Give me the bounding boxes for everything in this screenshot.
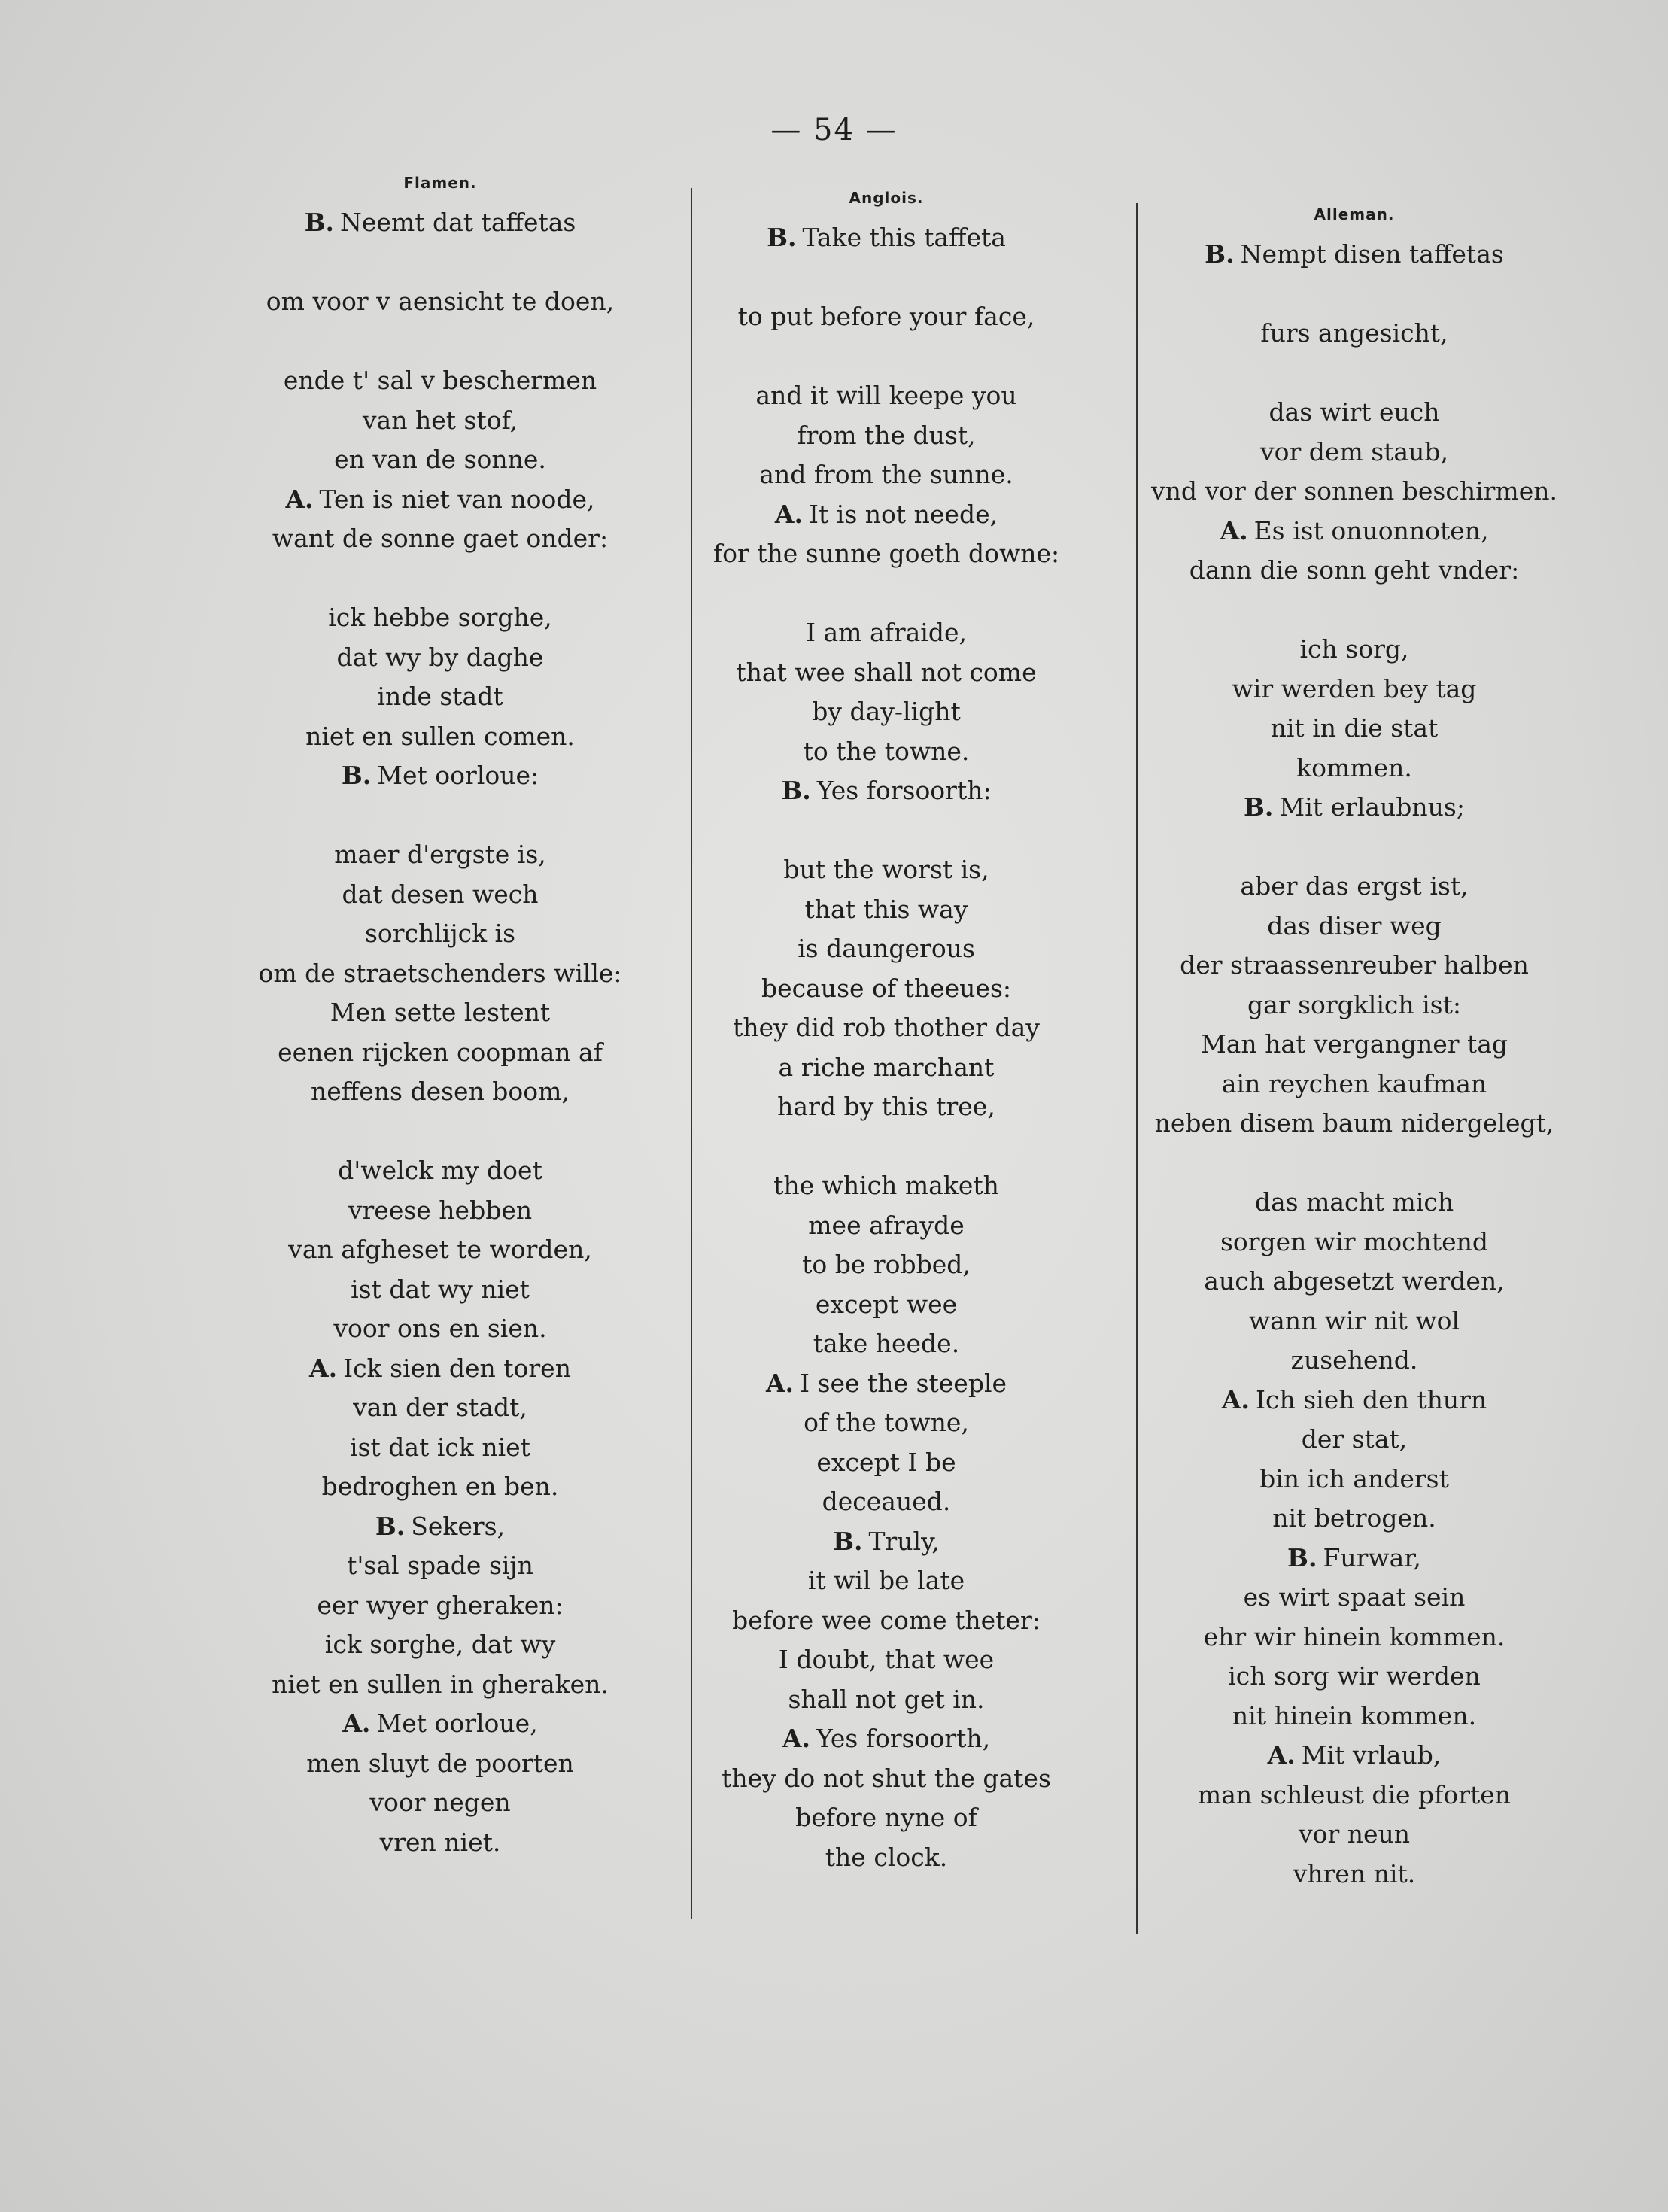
page-number: — 54 —	[770, 113, 898, 147]
text-line	[668, 653, 1104, 693]
text-line	[1129, 1104, 1580, 1144]
text-line	[1129, 1223, 1580, 1262]
text-line	[226, 1191, 655, 1231]
speaker-label: B.	[781, 776, 811, 805]
speaker-label: B.	[341, 761, 372, 790]
text-line	[1129, 1855, 1580, 1894]
speaker-label: A.	[1221, 1384, 1250, 1414]
text-line	[1129, 1697, 1580, 1736]
line-text: kommen.	[1296, 752, 1412, 782]
text-line	[226, 875, 655, 915]
text-line	[1129, 907, 1580, 946]
line-text: Truly,	[868, 1526, 940, 1556]
line-text: I am afraide,	[805, 618, 968, 647]
speaker-label: B.	[375, 1511, 406, 1541]
text-line	[668, 692, 1104, 732]
speaker-label: A.	[774, 499, 803, 529]
line-text: Man hat vergangner tag	[1200, 1029, 1508, 1059]
line-gap	[668, 811, 1104, 851]
text-line	[1129, 630, 1580, 670]
speaker-label: A.	[309, 1353, 338, 1383]
line-text: vreese hebben	[348, 1195, 533, 1225]
column-text	[1129, 235, 1580, 1894]
line-gap	[668, 337, 1104, 377]
text-line	[226, 519, 655, 559]
line-text: before nyne of	[795, 1803, 977, 1832]
line-text: t'sal spade sijn	[347, 1551, 533, 1580]
text-line	[668, 1245, 1104, 1285]
line-gap	[668, 258, 1104, 298]
line-gap	[1129, 354, 1580, 393]
text-line	[1129, 1341, 1580, 1381]
line-text: the which maketh	[773, 1171, 999, 1200]
line-text: ick sorghe, dat wy	[324, 1630, 556, 1659]
line-text: Mit vrlaub,	[1301, 1740, 1442, 1770]
text-line	[226, 1625, 655, 1665]
text-line	[1129, 1578, 1580, 1618]
line-text: Nempt disen taffetas	[1240, 239, 1504, 269]
text-line	[668, 771, 1104, 811]
line-text: om voor v aensicht te doen,	[266, 287, 615, 316]
line-text: ick hebbe sorghe,	[328, 603, 552, 632]
text-line	[668, 1759, 1104, 1799]
line-text: ist dat ick niet	[350, 1432, 530, 1462]
line-text: wann wir nit wol	[1248, 1305, 1460, 1335]
text-line	[1129, 1302, 1580, 1341]
line-text: Mit erlaubnus;	[1279, 792, 1465, 822]
text-line	[226, 1665, 655, 1705]
line-text: they do not shut the gates	[722, 1763, 1051, 1793]
text-line	[1129, 1065, 1580, 1104]
line-text: a riche marchant	[778, 1052, 995, 1082]
line-text: d'welck my doet	[338, 1156, 542, 1185]
line-text: take heede.	[813, 1329, 960, 1358]
line-text: Neemt dat taffetas	[340, 208, 576, 237]
text-line	[226, 598, 655, 638]
line-text: van der stadt,	[353, 1393, 527, 1422]
text-line	[1129, 1420, 1580, 1460]
text-line	[1129, 1262, 1580, 1302]
text-line	[1129, 1460, 1580, 1499]
line-text: vren niet.	[379, 1827, 501, 1857]
text-line	[226, 1507, 655, 1547]
line-text: the clock.	[825, 1842, 948, 1872]
line-gap	[668, 574, 1104, 614]
line-text: Ick sien den toren	[343, 1353, 571, 1383]
line-gap	[1129, 1144, 1580, 1183]
line-text: furs angesicht,	[1260, 318, 1448, 348]
line-text: das wirt euch	[1268, 397, 1440, 427]
speaker-label: A.	[285, 484, 314, 514]
line-text: Yes forsoorth,	[816, 1724, 991, 1753]
text-line	[1129, 1776, 1580, 1815]
column-german	[1129, 203, 1580, 1894]
text-line	[1129, 986, 1580, 1025]
text-line	[668, 416, 1104, 456]
text-line	[226, 1428, 655, 1468]
line-text: they did rob thother day	[733, 1013, 1040, 1042]
line-text: to be robbed,	[802, 1250, 971, 1279]
line-text: sorgen wir mochtend	[1220, 1226, 1489, 1256]
text-line	[1129, 709, 1580, 749]
text-line	[226, 914, 655, 954]
text-line	[226, 1586, 655, 1626]
text-line	[1129, 946, 1580, 986]
line-text: nit betrogen.	[1272, 1503, 1436, 1533]
line-text: sorchlijck is	[364, 919, 516, 948]
line-text: nit in die stat	[1270, 713, 1439, 743]
speaker-label: A.	[765, 1368, 795, 1398]
line-text: gar sorgklich ist:	[1247, 989, 1461, 1019]
line-text: der stat,	[1301, 1424, 1408, 1454]
text-line	[668, 1364, 1104, 1404]
text-line	[668, 1482, 1104, 1522]
text-line	[668, 1838, 1104, 1878]
text-line	[226, 203, 655, 243]
text-line	[1129, 1736, 1580, 1776]
line-text: of the towne,	[804, 1408, 969, 1437]
text-line	[1129, 1381, 1580, 1420]
line-text: vor neun	[1298, 1819, 1411, 1849]
line-text: by day-light	[812, 697, 961, 726]
text-line	[226, 440, 655, 480]
line-text: es wirt spaat sein	[1243, 1582, 1466, 1612]
line-gap	[226, 1112, 655, 1152]
line-text: Take this taffeta	[802, 223, 1006, 252]
speaker-label: B.	[304, 208, 335, 237]
text-line	[668, 890, 1104, 930]
text-line	[226, 480, 655, 520]
line-text: van het stof,	[362, 405, 518, 435]
text-line	[668, 455, 1104, 495]
line-text: neben disem baum nidergelegt,	[1154, 1108, 1554, 1138]
text-line	[1129, 1657, 1580, 1697]
text-line	[668, 1798, 1104, 1838]
line-text: ich sorg,	[1299, 634, 1409, 664]
line-text: bin ich anderst	[1259, 1463, 1449, 1493]
line-text: except wee	[815, 1289, 958, 1319]
line-text: inde stadt	[377, 682, 503, 711]
line-text: der straassenreuber halben	[1180, 950, 1529, 980]
text-line	[668, 1719, 1104, 1759]
text-line	[668, 1166, 1104, 1206]
line-text: zusehend.	[1290, 1345, 1418, 1375]
line-text: Men sette lestent	[330, 998, 551, 1027]
line-text: vnd vor der sonnen beschirmen.	[1150, 476, 1557, 506]
line-text: before wee come theter:	[732, 1605, 1041, 1635]
text-line	[1129, 1815, 1580, 1855]
line-text: ende t' sal v beschermen	[283, 366, 597, 395]
line-text: voor ons en sien.	[333, 1314, 547, 1343]
text-line	[668, 929, 1104, 969]
text-line	[226, 638, 655, 678]
line-text: eer wyer gheraken:	[317, 1590, 564, 1620]
text-line	[226, 401, 655, 441]
line-text: except I be	[816, 1447, 956, 1477]
line-text: van afgheset te worden,	[288, 1235, 592, 1264]
line-text: I doubt, that wee	[778, 1645, 995, 1674]
line-text: aber das ergst ist,	[1240, 871, 1469, 901]
column-heading: Alleman.	[1314, 205, 1395, 223]
text-line	[226, 361, 655, 401]
speaker-label: A.	[1267, 1740, 1296, 1770]
text-line	[1129, 749, 1580, 788]
speaker-label: B.	[767, 223, 797, 252]
text-line	[1129, 235, 1580, 275]
line-text: auch abgesetzt werden,	[1204, 1266, 1505, 1296]
speaker-label: B.	[1244, 792, 1274, 822]
line-text: it wil be late	[807, 1566, 965, 1595]
text-line	[226, 756, 655, 796]
line-gap	[226, 322, 655, 362]
line-text: ich sorg wir werden	[1228, 1661, 1481, 1691]
line-text: vhren nit.	[1293, 1858, 1416, 1888]
line-gap	[226, 796, 655, 836]
text-line	[668, 613, 1104, 653]
line-text: but the worst is,	[783, 855, 989, 884]
line-text: om de straetschenders wille:	[258, 958, 622, 988]
line-gap	[226, 243, 655, 283]
text-line	[668, 376, 1104, 416]
column-heading: Anglois.	[849, 189, 924, 207]
text-line	[1129, 788, 1580, 828]
line-text: that wee shall not come	[736, 657, 1037, 687]
text-line	[668, 1285, 1104, 1325]
line-gap	[1129, 828, 1580, 867]
line-text: niet en sullen in gheraken.	[272, 1669, 609, 1699]
line-text: for the sunne goeth downe:	[712, 539, 1060, 568]
text-line	[1129, 433, 1580, 472]
text-line	[1129, 1499, 1580, 1539]
text-line	[226, 1270, 655, 1310]
text-line	[668, 1206, 1104, 1246]
line-text: dann die sonn geht vnder:	[1189, 555, 1520, 585]
text-line	[226, 1388, 655, 1428]
line-gap	[668, 1127, 1104, 1167]
line-text: Sekers,	[411, 1511, 506, 1541]
text-line	[226, 1704, 655, 1744]
line-text: dat wy by daghe	[336, 642, 544, 672]
text-line	[668, 1522, 1104, 1562]
text-line	[668, 732, 1104, 772]
text-line	[1129, 472, 1580, 512]
text-line	[226, 1230, 655, 1270]
text-line	[226, 282, 655, 322]
text-line	[668, 1403, 1104, 1443]
line-text: to the towne.	[803, 736, 970, 766]
text-line	[226, 1744, 655, 1784]
speaker-label: B.	[1287, 1542, 1317, 1572]
line-text: deceaued.	[822, 1487, 951, 1516]
line-gap	[1129, 275, 1580, 314]
line-text: nit hinein kommen.	[1232, 1700, 1477, 1730]
text-line	[226, 1349, 655, 1389]
text-line	[668, 218, 1104, 258]
line-text: Yes forsoorth:	[816, 776, 992, 805]
line-text: Es ist onuonnoten,	[1253, 515, 1489, 545]
line-text: Met oorloue,	[376, 1709, 538, 1738]
line-text: Ich sieh den thurn	[1255, 1384, 1487, 1414]
text-line	[226, 1072, 655, 1112]
text-line	[226, 677, 655, 717]
text-line	[1129, 867, 1580, 907]
column-text	[226, 203, 655, 1862]
text-line	[668, 1680, 1104, 1720]
line-text: das macht mich	[1254, 1187, 1454, 1217]
text-line	[226, 1783, 655, 1823]
text-line	[668, 1087, 1104, 1127]
text-line	[668, 1601, 1104, 1641]
line-text: from the dust,	[797, 420, 976, 450]
text-line	[1129, 1618, 1580, 1657]
column-text	[668, 218, 1104, 1877]
line-text: dat desen wech	[342, 879, 539, 909]
text-line	[1129, 1183, 1580, 1223]
line-text: neffens desen boom,	[311, 1077, 570, 1106]
line-text: bedroghen en ben.	[321, 1472, 559, 1501]
line-text: voor negen	[369, 1788, 511, 1817]
line-text: en van de sonne.	[334, 445, 546, 474]
text-line	[226, 835, 655, 875]
line-text: is daungerous	[798, 934, 975, 963]
line-text: because of theeues:	[761, 973, 1011, 1003]
line-text: maer d'ergste is,	[334, 840, 546, 869]
text-line	[1129, 551, 1580, 591]
text-line	[226, 993, 655, 1033]
line-text: It is not neede,	[809, 499, 998, 529]
text-line	[226, 1546, 655, 1586]
line-text: ehr wir hinein kommen.	[1203, 1621, 1505, 1651]
text-line	[226, 1033, 655, 1073]
text-line	[226, 1151, 655, 1191]
text-line	[226, 954, 655, 994]
text-line	[226, 1309, 655, 1349]
text-line	[668, 1324, 1104, 1364]
line-text: and from the sunne.	[759, 460, 1013, 489]
line-text: Met oorloue:	[377, 761, 539, 790]
line-text: men sluyt de poorten	[306, 1748, 574, 1778]
speaker-label: A.	[1220, 515, 1248, 545]
text-line	[668, 534, 1104, 574]
speaker-label: B.	[1205, 239, 1235, 269]
line-text: and it will keepe you	[755, 381, 1017, 410]
line-text: Ten is niet van noode,	[319, 484, 595, 514]
line-text: want de sonne gaet onder:	[272, 524, 609, 553]
text-line	[668, 1561, 1104, 1601]
line-text: that this way	[804, 894, 968, 924]
text-line	[1129, 1539, 1580, 1578]
line-text: mee afrayde	[808, 1210, 965, 1240]
text-line	[668, 1640, 1104, 1680]
line-text: hard by this tree,	[777, 1092, 995, 1121]
text-line	[1129, 314, 1580, 354]
line-text: Furwar,	[1323, 1542, 1421, 1572]
speaker-label: A.	[782, 1724, 810, 1753]
speaker-label: A.	[342, 1709, 371, 1738]
line-text: ain reychen kaufman	[1221, 1068, 1487, 1098]
text-line	[668, 850, 1104, 890]
text-line	[226, 1823, 655, 1863]
line-gap	[226, 559, 655, 599]
text-line	[668, 969, 1104, 1009]
text-line	[226, 717, 655, 757]
text-line	[668, 1048, 1104, 1088]
line-text: eenen rijcken coopman af	[278, 1037, 603, 1067]
text-line	[668, 495, 1104, 535]
text-line	[668, 1008, 1104, 1048]
column-heading: Flamen.	[403, 174, 477, 192]
text-line	[668, 1443, 1104, 1483]
speaker-label: B.	[833, 1526, 863, 1556]
text-line	[1129, 670, 1580, 709]
line-text: das diser weg	[1267, 910, 1442, 940]
line-gap	[1129, 591, 1580, 630]
line-text: to put before your face,	[737, 302, 1035, 331]
line-text: man schleust die pforten	[1197, 1779, 1512, 1809]
line-text: shall not get in.	[788, 1684, 985, 1714]
line-text: I see the steeple	[800, 1368, 1007, 1398]
text-line	[1129, 1025, 1580, 1065]
text-line	[668, 297, 1104, 337]
text-line	[1129, 393, 1580, 433]
text-line	[226, 1467, 655, 1507]
line-text: ist dat wy niet	[351, 1274, 530, 1304]
line-text: vor dem staub,	[1260, 436, 1448, 466]
text-line	[1129, 512, 1580, 551]
line-text: niet en sullen comen.	[305, 721, 575, 751]
line-text: wir werden bey tag	[1232, 673, 1477, 703]
column-flemish	[226, 172, 655, 1862]
column-english	[668, 187, 1104, 1877]
